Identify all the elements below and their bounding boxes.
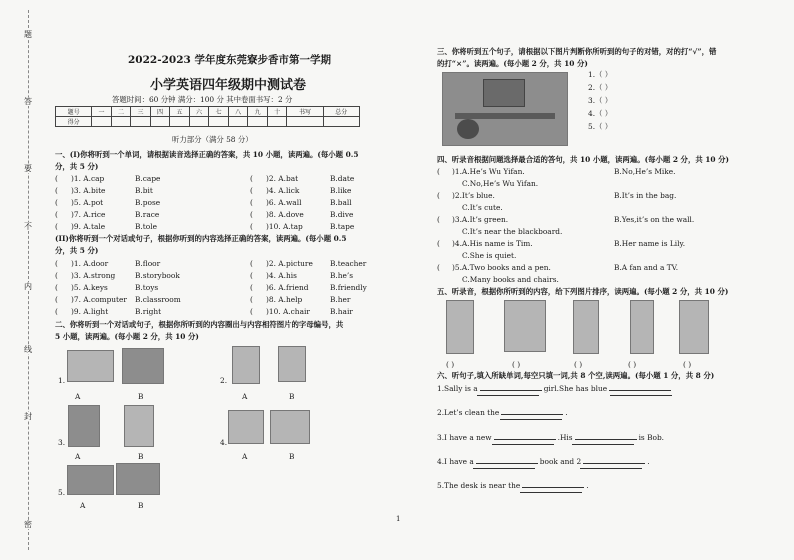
option-b-label[interactable]: B xyxy=(138,452,144,461)
option-a[interactable]: )2. A.picture xyxy=(266,259,313,268)
margin-char: 线 xyxy=(20,345,36,354)
option-b[interactable]: B.storybook xyxy=(135,271,180,280)
answer-blank[interactable] xyxy=(501,414,563,415)
sec6-text: is Bob. xyxy=(638,433,665,442)
option-a-label[interactable]: A xyxy=(75,392,81,401)
sec2-num: 2. xyxy=(220,376,228,385)
option-b[interactable]: B.he’s xyxy=(330,271,354,280)
score-cell[interactable] xyxy=(92,117,112,127)
answer-blank[interactable] xyxy=(476,463,538,464)
sec2-num: 4. xyxy=(220,438,228,447)
answer-guide-line xyxy=(610,395,672,396)
answer-paren[interactable]: ( xyxy=(55,271,58,280)
margin-char: 密 xyxy=(20,520,36,529)
option-b-label[interactable]: B xyxy=(289,392,295,401)
sec5-paren[interactable]: ( ) xyxy=(628,360,637,369)
sec3-item[interactable]: 3.（ ） xyxy=(588,96,613,105)
sec6-text: .His xyxy=(557,433,573,442)
option-b[interactable]: B.friendly xyxy=(330,283,367,292)
sec1-ii-title2: 分，共 5 分) xyxy=(55,246,99,255)
answer-paren[interactable]: ( xyxy=(250,222,253,231)
answer-blank[interactable] xyxy=(522,487,584,488)
picture-book xyxy=(122,348,164,384)
score-cell[interactable] xyxy=(170,117,190,127)
score-header-cell: 总分 xyxy=(323,107,359,117)
answer-guide-line xyxy=(520,492,582,493)
answer-paren[interactable]: ( xyxy=(55,210,58,219)
sec6-line-1 xyxy=(437,384,673,393)
score-header-cell: 二 xyxy=(111,107,131,117)
option-b[interactable]: B.race xyxy=(135,210,160,219)
sec5-paren[interactable]: ( ) xyxy=(574,360,583,369)
picture-girl-glasses xyxy=(278,346,306,382)
answer-paren[interactable]: ( xyxy=(55,174,58,183)
score-header-cell: 八 xyxy=(228,107,248,117)
option-b[interactable]: B.It’s in the bag. xyxy=(614,191,677,200)
sec3-item[interactable]: 4.（ ） xyxy=(588,109,613,118)
score-cell[interactable] xyxy=(228,117,248,127)
answer-blank[interactable] xyxy=(575,439,637,440)
answer-paren[interactable]: ( xyxy=(250,198,253,207)
picture-child-3 xyxy=(573,300,599,354)
sec2-title2: 5 小题，读两遍。(每小题 2 分，共 10 分) xyxy=(55,332,199,341)
option-a[interactable]: )9. A.light xyxy=(71,307,109,316)
picture-monitor xyxy=(483,79,525,107)
sec6-line-3 xyxy=(437,433,664,442)
answer-paren[interactable]: ( xyxy=(55,295,58,304)
score-cell[interactable] xyxy=(248,117,268,127)
option-b[interactable]: B.hair xyxy=(330,307,353,316)
answer-paren[interactable]: ( xyxy=(55,186,58,195)
picture-desktop xyxy=(455,113,555,119)
picture-child-1 xyxy=(446,300,474,354)
sec3-item[interactable]: 1.（ ） xyxy=(588,70,613,79)
option-b[interactable]: B.No,He’s Mike. xyxy=(614,167,676,176)
option-b[interactable]: B.tole xyxy=(135,222,157,231)
sec6-text: 4.I have a xyxy=(437,457,474,466)
page-number: 1 xyxy=(396,515,401,523)
picture-classroom-desk xyxy=(442,72,568,146)
answer-paren[interactable]: ( xyxy=(55,283,58,292)
score-header-cell: 书写 xyxy=(287,107,323,117)
answer-paren[interactable]: ( xyxy=(250,259,253,268)
option-c[interactable]: C.Many books and chairs. xyxy=(462,275,559,284)
answer-paren[interactable]: ( xyxy=(55,259,58,268)
sec1-title: 一、(I)你将听到一个单词，请根据读音选择正确的答案，共 10 小题，读两遍。(每小题 0.5 xyxy=(55,150,359,159)
option-b[interactable]: B.teacher xyxy=(330,259,367,268)
margin-char: 不 xyxy=(20,222,36,231)
score-cell[interactable] xyxy=(267,117,287,127)
picture-girl xyxy=(232,346,260,384)
option-b[interactable]: B.right xyxy=(135,307,162,316)
sec6-text: 2.Let’s clean the xyxy=(437,408,500,417)
score-header-cell: 一 xyxy=(92,107,112,117)
sec3-title2: 的打“×”。读两遍。(每小题 2 分，共 10 分) xyxy=(437,59,588,68)
sec6-line-4: 4.I have a book and 2 . xyxy=(437,457,650,466)
exam-year-line: 2022-2023 学年度东莞寮步香市第一学期 xyxy=(128,54,331,66)
option-a[interactable]: )1.A.He’s Wu Yifan. xyxy=(452,167,525,176)
answer-guide-line xyxy=(492,444,554,445)
score-header-cell: 九 xyxy=(248,107,268,117)
option-b[interactable]: B.pose xyxy=(135,198,161,207)
score-cell[interactable] xyxy=(209,117,229,127)
option-b[interactable]: B.bit xyxy=(135,186,153,195)
option-c[interactable]: C.It’s cute. xyxy=(462,203,503,212)
option-a[interactable]: )10. A.chair xyxy=(266,307,310,316)
answer-guide-line xyxy=(580,468,642,469)
score-header-cell: 十 xyxy=(267,107,287,117)
option-a[interactable]: )4. A.lick xyxy=(266,186,300,195)
picture-bag xyxy=(67,350,114,382)
score-cell[interactable] xyxy=(150,117,170,127)
option-a[interactable]: )3. A.strong xyxy=(71,271,116,280)
picture-child-4 xyxy=(630,300,654,354)
picture-door xyxy=(68,405,100,447)
margin-char: 封 xyxy=(20,412,36,421)
option-c[interactable]: C.She is quiet. xyxy=(462,251,517,260)
answer-paren[interactable]: ( xyxy=(437,263,440,272)
listening-title: 听力部分（满分 58 分） xyxy=(172,135,253,144)
answer-guide-line xyxy=(477,395,539,396)
sec6-line-5: 5.The desk is near the . xyxy=(437,481,589,490)
option-a[interactable]: )6. A.wall xyxy=(266,198,302,207)
sec3-item[interactable]: 2.（ ） xyxy=(588,83,613,92)
sec6-title: 六、听句子,填入所缺单词,每空只填一词,共 8 个空,读两遍。(每小题 1 分，共 8 分) xyxy=(437,371,715,380)
answer-blank[interactable] xyxy=(480,390,542,391)
score-cell[interactable] xyxy=(287,117,323,127)
sec2-num: 3. xyxy=(58,438,66,447)
option-b[interactable]: B.tape xyxy=(330,222,355,231)
score-header-cell: 四 xyxy=(150,107,170,117)
sec2-num: 5. xyxy=(58,488,66,497)
option-b[interactable]: B.classroom xyxy=(135,295,181,304)
score-table xyxy=(55,106,360,127)
answer-blank[interactable] xyxy=(609,390,671,391)
option-b-label[interactable]: B xyxy=(138,392,144,401)
answer-paren[interactable]: ( xyxy=(250,186,253,195)
picture-desk xyxy=(228,410,264,444)
answer-blank[interactable] xyxy=(494,439,556,440)
margin-char: 内 xyxy=(20,282,36,291)
picture-child-5 xyxy=(679,300,709,354)
option-a[interactable]: )4.A.His name is Tim. xyxy=(452,239,533,248)
option-a[interactable]: )3. A.bite xyxy=(71,186,106,195)
answer-paren[interactable]: ( xyxy=(437,191,440,200)
sec1-ii-title: (II)你将听到一个对话或句子，根据你听到的内容选择正确的答案，读两遍。(每小题 0.5 xyxy=(55,234,347,243)
option-b[interactable]: B.cape xyxy=(135,174,161,183)
option-a-label[interactable]: A xyxy=(242,452,248,461)
answer-paren[interactable]: ( xyxy=(250,307,253,316)
score-cell[interactable] xyxy=(111,117,131,127)
score-header-cell: 六 xyxy=(189,107,209,117)
sec5-paren[interactable]: ( ) xyxy=(446,360,455,369)
option-a[interactable]: )8. A.dove xyxy=(266,210,304,219)
sec5-paren[interactable]: ( ) xyxy=(512,360,521,369)
answer-paren[interactable]: ( xyxy=(55,222,58,231)
answer-paren[interactable]: ( xyxy=(250,174,253,183)
margin-char: 答 xyxy=(20,97,36,106)
answer-guide-line xyxy=(500,419,562,420)
answer-guide-line xyxy=(473,468,535,469)
sec2-num: 1. xyxy=(58,376,66,385)
score-header-cell: 七 xyxy=(209,107,229,117)
sec1-title2: 分，共 5 分) xyxy=(55,162,99,171)
option-c[interactable]: C.It’s near the blackboard. xyxy=(462,227,563,236)
option-a[interactable]: )9. A.tale xyxy=(71,222,106,231)
answer-blank[interactable] xyxy=(583,463,645,464)
picture-chair xyxy=(457,119,479,139)
exam-title: 小学英语四年级期中测试卷 xyxy=(150,78,307,93)
option-b[interactable]: B.toys xyxy=(135,283,159,292)
score-cell[interactable] xyxy=(323,117,359,127)
answer-paren[interactable]: ( xyxy=(250,295,253,304)
option-a[interactable]: )7. A.computer xyxy=(71,295,127,304)
option-b[interactable]: B.A fan and a TV. xyxy=(614,263,679,272)
score-header-cell: 题号 xyxy=(56,107,92,117)
answer-paren[interactable]: ( xyxy=(250,283,253,292)
option-b[interactable]: B.like xyxy=(330,186,352,195)
sec6-text: 3.I have a new xyxy=(437,433,492,442)
margin-char: 题 xyxy=(20,30,36,39)
binding-line xyxy=(28,10,29,550)
picture-door-open xyxy=(124,405,154,447)
option-b[interactable]: B.her xyxy=(330,295,351,304)
sec2-title: 二、你将听到一个对话或句子，根据你所听到的内容圈出与内容相符图片的字母编号，共 xyxy=(55,320,344,329)
answer-paren[interactable]: ( xyxy=(437,239,440,248)
sec4-title: 四、听录音根据问题选择最合适的答句，共 10 小题，读两遍。(每小题 2 分，共 10 分) xyxy=(437,155,730,164)
exam-info: 答题时间：60 分钟 满分：100 分 其中卷面书写：2 分 xyxy=(112,95,293,104)
option-a-label[interactable]: A xyxy=(75,452,81,461)
sec6-text: girl.She has blue xyxy=(543,384,608,393)
score-header-cell: 五 xyxy=(170,107,190,117)
option-a[interactable]: )6. A.friend xyxy=(266,283,309,292)
picture-child-2 xyxy=(504,300,546,352)
option-b[interactable]: B.date xyxy=(330,174,355,183)
option-a[interactable]: )4. A.his xyxy=(266,271,297,280)
option-a[interactable]: )2. A.bat xyxy=(266,174,299,183)
option-a-label[interactable]: A xyxy=(80,501,86,510)
answer-paren[interactable]: ( xyxy=(250,271,253,280)
option-b[interactable]: B.Her name is Lily. xyxy=(614,239,686,248)
sec3-title: 三、你将听到五个句子，请根据以下图片判断你所听到的句子的对错，对的打“√”，错 xyxy=(437,47,717,56)
option-a[interactable]: )7. A.rice xyxy=(71,210,106,219)
sec6-line-2: 2.Let’s clean the . xyxy=(437,408,568,417)
option-a-label[interactable]: A xyxy=(242,392,248,401)
option-b[interactable]: B.dive xyxy=(330,210,354,219)
sec5-title: 五、听录音，根据你所听到的内容，给下列图片排序，读两遍。(每小题 2 分，共 10 分) xyxy=(437,287,729,296)
answer-paren[interactable]: ( xyxy=(55,307,58,316)
option-a[interactable]: )8. A.help xyxy=(266,295,303,304)
sec6-text: 1.Sally is a xyxy=(437,384,478,393)
option-b[interactable]: B.ball xyxy=(330,198,352,207)
score-cell[interactable] xyxy=(131,117,151,127)
score-row-label: 得分 xyxy=(56,117,92,127)
margin-char: 要 xyxy=(20,164,36,173)
option-b-label[interactable]: B xyxy=(289,452,295,461)
answer-paren[interactable]: ( xyxy=(437,215,440,224)
sec6-text: 5.The desk is near the xyxy=(437,481,521,490)
option-a[interactable]: )5. A.keys xyxy=(71,283,108,292)
sec3-item[interactable]: 5.（ ） xyxy=(588,122,613,131)
option-a[interactable]: )5.A.Two books and a pen. xyxy=(452,263,551,272)
option-a[interactable]: )3.A.It’s green. xyxy=(452,215,509,224)
score-cell[interactable] xyxy=(189,117,209,127)
option-a[interactable]: )1. A.door xyxy=(71,259,109,268)
sec6-text: book and 2 xyxy=(539,457,582,466)
picture-pencil-box xyxy=(67,465,114,495)
option-b[interactable]: B.floor xyxy=(135,259,161,268)
answer-paren[interactable]: ( xyxy=(250,210,253,219)
option-a[interactable]: )2.It’s blue. xyxy=(452,191,495,200)
option-a[interactable]: )5. A.pot xyxy=(71,198,104,207)
option-b-label[interactable]: B xyxy=(138,501,144,510)
picture-desk-computer xyxy=(270,410,310,444)
answer-guide-line xyxy=(572,444,634,445)
option-a[interactable]: )1. A.cap xyxy=(71,174,105,183)
option-a[interactable]: )10. A.tap xyxy=(266,222,303,231)
option-b[interactable]: B.Yes,it’s on the wall. xyxy=(614,215,695,224)
picture-schoolbag xyxy=(116,463,160,495)
sec5-paren[interactable]: ( ) xyxy=(683,360,692,369)
answer-paren[interactable]: ( xyxy=(55,198,58,207)
option-c[interactable]: C.No,He’s Wu Yifan. xyxy=(462,179,539,188)
score-header-cell: 三 xyxy=(131,107,151,117)
answer-paren[interactable]: ( xyxy=(437,167,440,176)
